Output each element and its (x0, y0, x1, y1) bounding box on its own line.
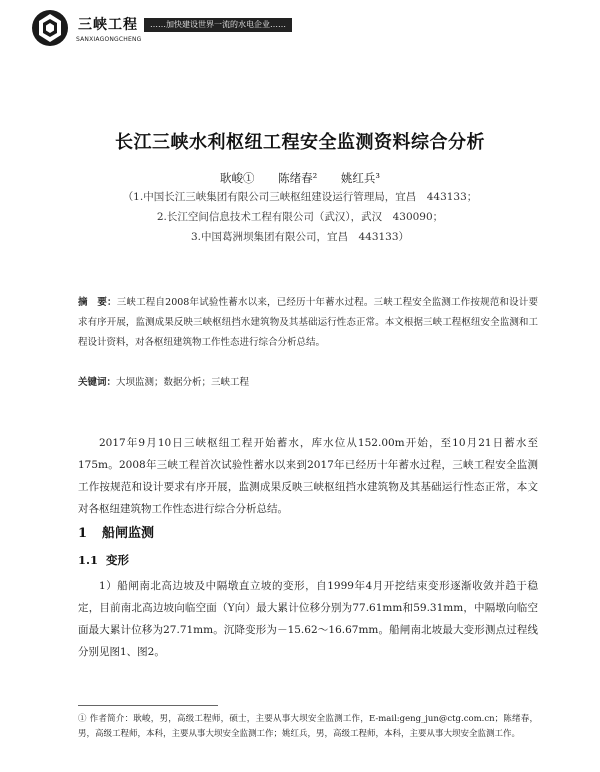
journal-logo-pinyin: SANXIAGONGCHENG (76, 36, 142, 43)
author-footnote: ① 作者简介：耿峻，男，高级工程师，硕士，主要从事大坝安全监测工作，E-mail:geng_jun@ctg.com.cn；陈绪春，男，高级工程师，本科，主要从事大坝安全监测工作；姚红兵，男，高级工程师，本科，主要从事大坝安全监测工作。 (78, 714, 538, 739)
subsection-number: 1.1 (78, 553, 99, 567)
header-slogan-banner: ……加快建设世界一流的水电企业…… (144, 18, 292, 32)
section-heading-1 (78, 522, 154, 541)
journal-header (28, 6, 368, 54)
journal-logo-text: 三峡工程 (78, 17, 138, 33)
abstract (78, 293, 538, 353)
deformation-paragraph: 1）船闸南北高边坡及中隔墩直立坡的变形，自1999年4月开挖结束变形逐渐收敛并趋于稳定，目前南北高边坡向临空面（Y向）最大累计位移分别为77.61mm和59.31mm，中隔墩向临空面最大累计位移为27.71mm。沉降变形为－15.62～16.67mm。船闸南北坡最大变形测点过程线分别见图1、图2。 (78, 580, 538, 658)
journal-logo-icon (30, 8, 70, 48)
subsection-title: 变形 (106, 553, 129, 567)
keywords (78, 374, 538, 388)
author-1: 耿峻① (219, 171, 255, 185)
author-3: 姚红兵³ (340, 171, 381, 185)
affiliation-2: 2.长江空间信息技术工程有限公司（武汉），武汉 430090； (156, 211, 444, 223)
author-list (0, 170, 600, 186)
section-number: 1 (78, 526, 88, 541)
section-title: 船闸监测 (102, 526, 155, 541)
subsection-heading-1-1 (78, 552, 129, 568)
affiliation-1: （1.中国长江三峡集团有限公司三峡枢纽建设运行管理局，宜昌 443133； (122, 191, 478, 203)
affiliation-3: 3.中国葛洲坝集团有限公司，宜昌 443133） (190, 231, 410, 243)
footnote-divider (78, 705, 218, 706)
author-2: 陈绪春² (278, 171, 318, 185)
paper-title: 长江三峡水利枢纽工程安全监测资料综合分析 (115, 132, 485, 153)
keywords-label: 关键词： (78, 377, 117, 388)
affiliation-list (0, 187, 600, 247)
abstract-label: 摘 要： (78, 297, 117, 308)
abstract-text: 三峡工程自2008年试验性蓄水以来，已经历十年蓄水过程。三峡工程安全监测工作按规范和设计要求有序开展，监测成果反映三峡枢纽挡水建筑物及其基础运行性态正常。本文根据三峡工程枢纽安全监测和工程设计资料，对各枢纽建筑物工作性态进行综合分析总结。 (78, 297, 538, 348)
keywords-text: 大坝监测；数据分析；三峡工程 (116, 377, 250, 388)
intro-paragraph: 2017年9月10日三峡枢纽工程开始蓄水，库水位从152.00m开始，至10月21日蓄水至175m。2008年三峡工程首次试验性蓄水以来到2017年已经历十年蓄水过程，三峡工程安全监测工作按规范和设计要求有序开展，监测成果反映三峡枢纽挡水建筑物及其基础运行性态正常，本文对各枢纽建筑物工作性态进行综合分析总结。 (78, 437, 538, 515)
